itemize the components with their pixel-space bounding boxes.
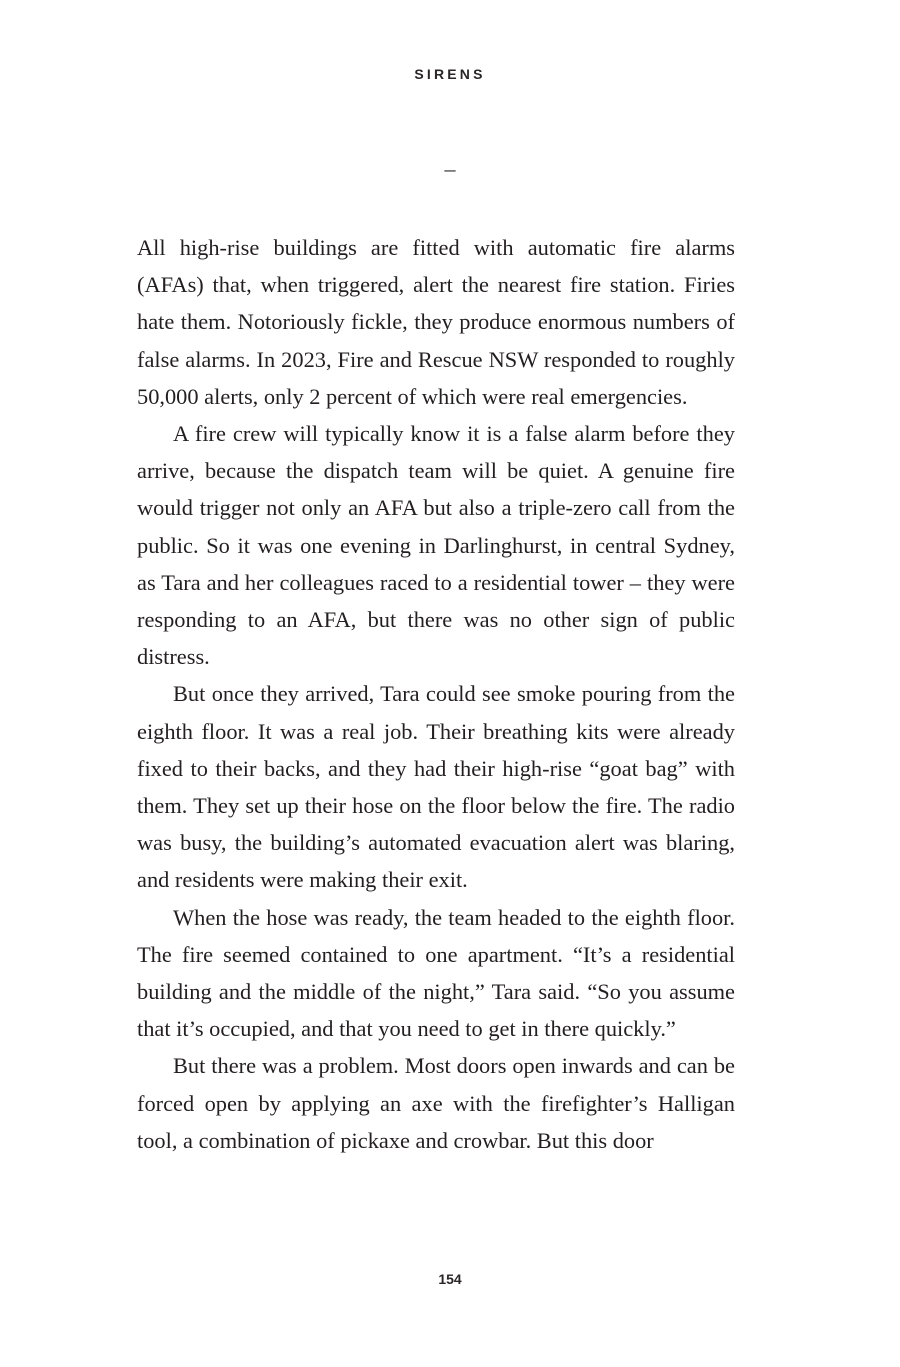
paragraph: All high-rise buildings are fitted with automatic fire alarms (AFAs) that, when triggered, alert the nearest fire station. Firies hate them. Notoriously fickle, they produce enormous numbers of false alarms. In 2023, Fire and Rescue NSW responded to roughly 50,000 alerts, only 2 percent of which were real emergencies. [137, 235, 735, 409]
body-text [137, 229, 735, 1159]
section-break: – [444, 156, 456, 181]
paragraph: But there was a problem. Most doors open inwards and can be forced open by applying an axe with the firefighter’s Halligan tool, a combination of pickaxe and crowbar. But this door [137, 1053, 735, 1153]
paragraph: A fire crew will typically know it is a false alarm before they arrive, because the dispatch team will be quiet. A genuine fire would trigger not only an AFA but also a triple-zero call from the public. So it was one evening in Darlinghurst, in central Sydney, as Tara and her colleagues raced to a residential tower – they were responding to an AFA, but there was no other sign of public distress. [137, 421, 735, 670]
running-head: SIRENS [414, 66, 486, 82]
paragraph: When the hose was ready, the team headed to the eighth floor. The fire seemed contained to one apartment. “It’s a residential building and the middle of the night,” Tara said. “So you assume that it’s occupied, and that you need to get in there quickly.” [137, 904, 735, 1042]
paragraph: But once they arrived, Tara could see smoke pouring from the eighth floor. It was a real job. Their breathing kits were already fixed to their backs, and they had their high-rise “goat bag” with them. They set up their hose on the floor below the fire. The radio was busy, the building’s automated evacuation alert was blaring, and residents were making their exit. [137, 681, 735, 893]
page-number: 154 [438, 1271, 462, 1287]
